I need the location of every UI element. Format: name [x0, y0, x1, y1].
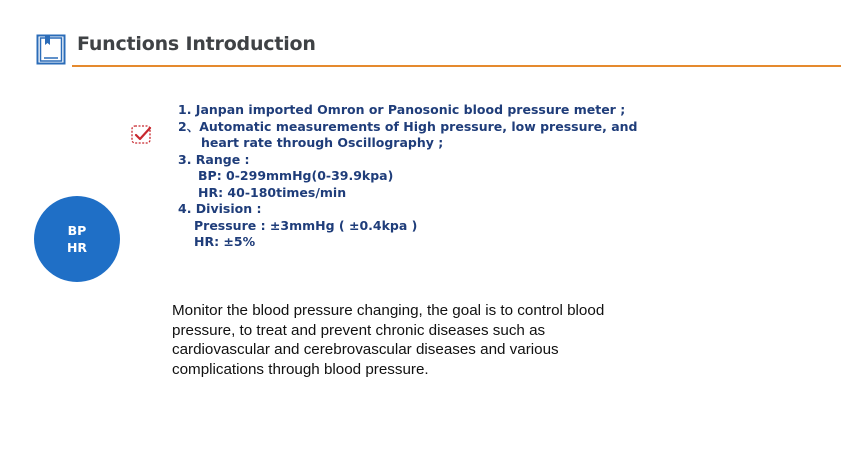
spec-item-1: 1. Janpan imported Omron or Panosonic blood pressure meter ; — [178, 102, 626, 117]
page-title: Functions Introduction — [77, 33, 316, 55]
spec-item-2: 2、Automatic measurements of High pressure, low pressure, and — [178, 118, 638, 134]
header-divider — [72, 65, 841, 67]
description-paragraph: Monitor the blood pressure changing, the goal is to control blood pressure, to treat and prevent chronic diseases such as cardiovascular and cerebrovascular diseases and various complications through blood pressure. — [172, 302, 605, 378]
bp-hr-badge — [34, 196, 120, 282]
badge-line-bp: BP — [67, 223, 87, 238]
spec-division-hr: HR: ±5% — [194, 234, 256, 249]
badge-line-hr: HR — [66, 240, 88, 255]
spec-range-bp: BP: 0-299mmHg(0-39.9kpa) — [198, 168, 394, 183]
checkbox-check-icon — [131, 125, 153, 145]
spec-item-3: 3. Range : — [178, 151, 250, 167]
spec-item-2-continued: heart rate through Oscillography ; — [201, 135, 444, 150]
notebook-icon — [36, 34, 66, 65]
specifications-list — [178, 102, 638, 251]
spec-division-pressure: Pressure : ±3mmHg ( ±0.4kpa ) — [194, 217, 418, 233]
spec-item-4: 4. Division : — [178, 201, 262, 216]
spec-range-hr: HR: 40-180times/min — [198, 184, 347, 200]
